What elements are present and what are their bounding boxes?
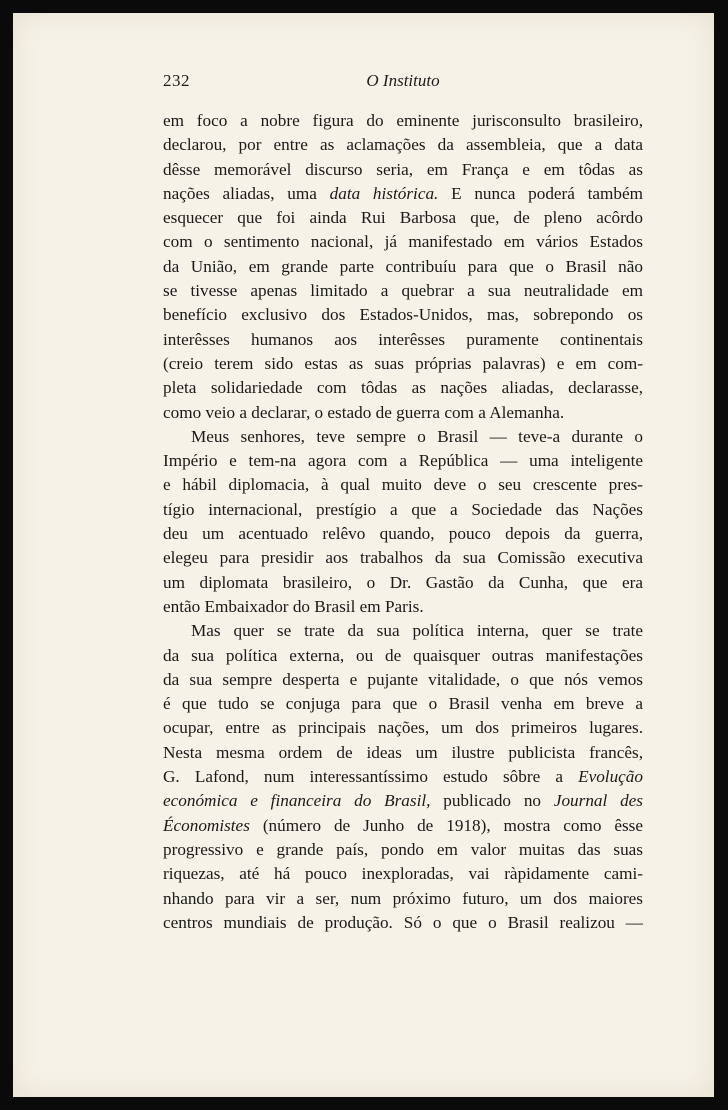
text-line: como veio a declarar, o estado de guerra com a Alemanha.: [163, 402, 565, 422]
text-line: elegeu para presidir aos trabalhos da sua Comissão executiva: [163, 548, 643, 568]
text-line: da sua política externa, ou de quaisquer outras manifestações: [163, 645, 643, 665]
text-line: então Embaixador do Brasil em Paris.: [163, 596, 424, 616]
text-line: Meus senhores, teve sempre o Brasil — teve-a durante o: [191, 426, 643, 446]
document-page: [13, 13, 714, 1097]
text-line: é que tudo se conjuga para que o Brasil venha em breve a: [163, 694, 643, 714]
text-line: nações aliadas, uma data histórica. E nunca poderá também: [163, 183, 643, 203]
text-line: progressivo e grande país, pondo em valor muitas das suas: [163, 839, 643, 859]
text-line: (creio terem sido estas as suas próprias palavras) e em com-: [163, 353, 643, 373]
text-line: declarou, por entre as aclamações da assembleia, que a data: [163, 135, 643, 155]
text-line: se tivesse apenas limitado a quebrar a sua neutralidade em: [163, 281, 643, 301]
emphasis-title: Evolução: [578, 767, 643, 787]
text-line: económica e financeira do Brasil, publicado no Journal des: [163, 791, 643, 811]
emphasis-title: económica e financeira do Brasil,: [163, 791, 431, 811]
emphasis-journal: Économistes: [163, 815, 250, 835]
paragraph-2: [163, 425, 643, 619]
text-line: centros mundiais de produção. Só o que o Brasil realizou —: [163, 912, 643, 932]
text-line: dêsse memorável discurso seria, em França e em tôdas as: [163, 159, 643, 179]
text-line: com o sentimento nacional, já manifestado em vários Estados: [163, 232, 643, 252]
text-line: Nesta mesma ordem de ideas um ilustre publicista francês,: [163, 742, 643, 762]
text-line: Império e tem-na agora com a República — uma inteligente: [163, 451, 643, 471]
text-line: tígio internacional, prestígio a que a Sociedade das Nações: [163, 499, 643, 519]
text-line: e hábil diplomacia, à qual muito deve o seu crescente pres-: [163, 475, 643, 495]
emphasis-data-historica: data histórica.: [329, 183, 439, 203]
text-line: benefício exclusivo dos Estados-Unidos, mas, sobrepondo os: [163, 305, 643, 325]
page-number: 232: [163, 71, 190, 90]
text-line: Mas quer se trate da sua política interna, quer se trate: [191, 621, 643, 641]
text-line: pleta solidariedade com tôdas as nações aliadas, declarasse,: [163, 378, 643, 398]
paragraph-1: [163, 109, 643, 425]
text-line: um diplomata brasileiro, o Dr. Gastão da Cunha, que era: [163, 572, 643, 592]
text-line: esquecer que foi ainda Rui Barbosa que, de pleno acôrdo: [163, 208, 643, 228]
emphasis-journal: Journal des: [553, 791, 643, 811]
text-line: nhando para vir a ser, num próximo futuro, um dos maiores: [163, 888, 643, 908]
text-line: ocupar, entre as principais nações, um dos primeiros lugares.: [163, 718, 643, 738]
text-line: G. Lafond, num interessantíssimo estudo sôbre a Evolução: [163, 767, 643, 787]
text-line: riquezas, até há pouco inexploradas, vai ràpidamente cami-: [163, 864, 643, 884]
running-title: O Instituto: [366, 71, 440, 90]
text-line: da sua sempre desperta e pujante vitalidade, o que nós vemos: [163, 669, 643, 689]
text-line: deu um acentuado relêvo quando, pouco depois da guerra,: [163, 524, 643, 544]
text-line: Économistes (número de Junho de 1918), mostra como êsse: [163, 815, 643, 835]
text-line: interêsses humanos aos interêsses puramente continentais: [163, 329, 643, 349]
page-header: [163, 71, 643, 95]
paragraph-3: [163, 619, 643, 935]
text-line: da União, em grande parte contribuíu para que o Brasil não: [163, 256, 643, 276]
body-text: [163, 109, 643, 935]
text-line: em foco a nobre figura do eminente jurisconsulto brasileiro,: [163, 111, 643, 130]
